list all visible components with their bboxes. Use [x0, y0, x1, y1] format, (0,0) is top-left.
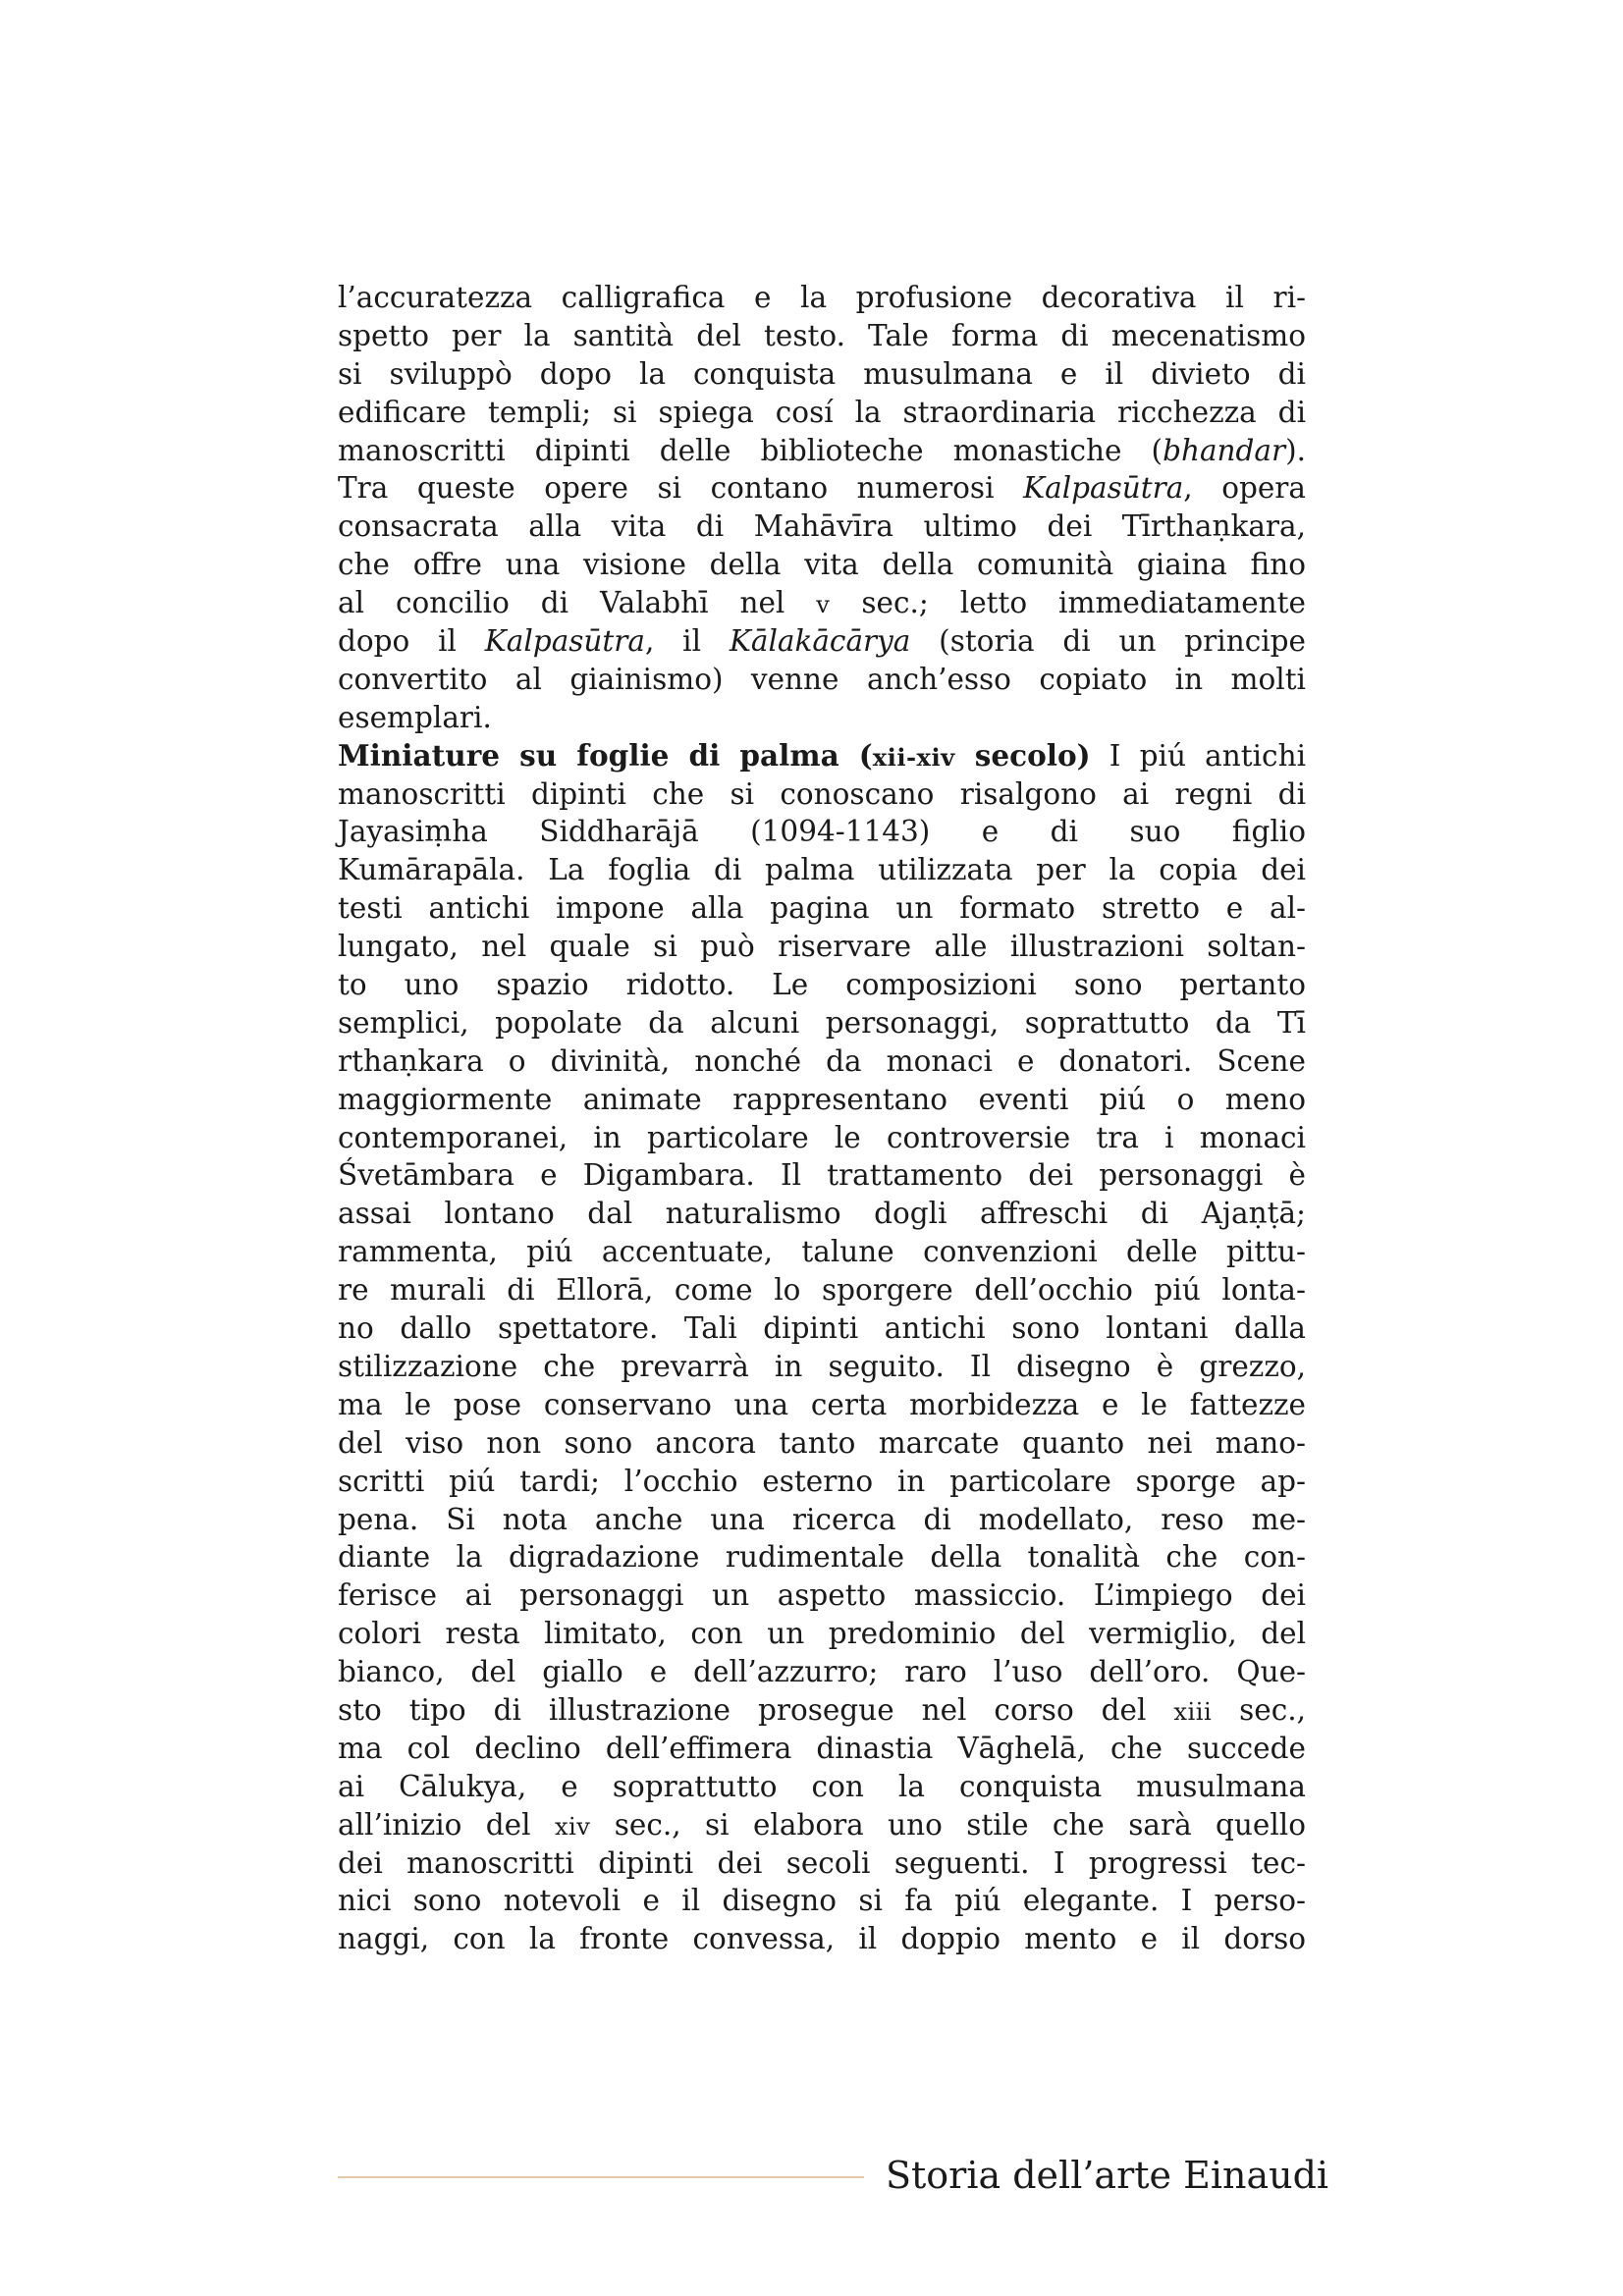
text-line: contemporanei, in particolare le controversie tra i monaci [338, 1120, 1306, 1154]
text-segment: sto tipo di illustrazione prosegue nel corso del [338, 1692, 1174, 1727]
small-caps-numeral: xiii [1173, 1697, 1213, 1726]
text-line: ma col declino dell’effimera dinastia Vāghelā, che succede [338, 1731, 1306, 1765]
text-line: semplici, popolate da alcuni personaggi, soprattutto da Tī [338, 1005, 1306, 1040]
text-line: convertito al giainismo) venne anch’esso copiato in molti [338, 662, 1306, 696]
text-line: no dallo spettatore. Tali dipinti antichi sono lontani dalla [338, 1311, 1306, 1346]
text-line: lungato, nel quale si può riservare alle illustrazioni soltan- [338, 930, 1306, 964]
text-segment: sec., [1212, 1692, 1306, 1727]
text-line: l’accuratezza calligrafica e la profusione decorativa il ri- [338, 281, 1306, 314]
italic-term: Kalpasūtra [1023, 471, 1184, 506]
text-line: Kumārapāla. La foglia di palma utilizzata per la copia dei [338, 853, 1306, 887]
text-line: consacrata alla vita di Mahāvīra ultimo dei Tīrthaṇkara, [338, 509, 1306, 544]
small-caps-numeral: xiv [554, 1812, 591, 1841]
text-line [338, 1691, 1306, 1730]
text-line [338, 469, 1306, 507]
text-segment: sec.; letto immediatamente [830, 586, 1306, 620]
text-segment: ). [1285, 433, 1306, 467]
italic-term: Kalpasūtra [484, 624, 645, 659]
body-text [338, 279, 1306, 1958]
footer-title: Storia dell’arte Einaudi [886, 2154, 1329, 2197]
text-line: nici sono notevoli e il disegno si fa piú elegante. I perso- [338, 1884, 1306, 1918]
text-line: ferisce ai personaggi un aspetto massiccio. L’impiego dei [338, 1578, 1306, 1613]
text-segment: all’inizio del [338, 1807, 555, 1842]
text-line: che offre una visione della vita della comunità giaina fino [338, 548, 1306, 582]
text-line: pena. Si nota anche una ricerca di modellato, reso me- [338, 1502, 1306, 1536]
text-line: stilizzazione che prevarrà in seguito. Il disegno è grezzo, [338, 1349, 1306, 1383]
text-line: rthaṇkara o divinità, nonché da monaci e donatori. Scene [338, 1043, 1306, 1078]
text-line: si sviluppò dopo la conquista musulmana e il divieto di [338, 356, 1306, 391]
text-line: ma le pose conservano una certa morbidezza e le fattezze [338, 1387, 1306, 1421]
heading-text: Miniature su foglie di palma ( [338, 737, 873, 773]
text-line: del viso non sono ancora tanto marcate quanto nei mano- [338, 1425, 1306, 1460]
italic-term: Kālakācārya [729, 624, 911, 659]
text-segment: (storia di un principe [910, 624, 1306, 659]
text-line: maggiormente animate rappresentano eventi piú o meno [338, 1082, 1306, 1116]
text-line: dei manoscritti dipinti dei secoli seguenti. I progressi tec- [338, 1845, 1306, 1880]
text-line: edificare templi; si spiega cosí la straordinaria ricchezza di [338, 395, 1306, 429]
text-line [338, 584, 1306, 622]
text-segment: Tra queste opere si contano numerosi [338, 471, 1024, 506]
text-line: spetto per la santità del testo. Tale forma di mecenatismo [338, 318, 1306, 352]
italic-term: bhandar [1163, 433, 1286, 467]
text-segment: , il [644, 624, 730, 659]
text-segment: , opera [1183, 471, 1307, 506]
text-line: esemplari. [338, 700, 492, 734]
text-segment: manoscritti dipinti delle biblioteche monastiche ( [338, 433, 1163, 467]
text-segment: dopo il [338, 624, 485, 659]
text-line: rammenta, piú accentuate, talune convenzioni delle pittu- [338, 1235, 1306, 1269]
section-heading [338, 738, 1091, 773]
text-segment: sec., si elabora uno stile che sarà quello [590, 1807, 1306, 1842]
text-line: to uno spazio ridotto. Le composizioni sono pertanto [338, 968, 1306, 1002]
text-line: naggi, con la fronte convessa, il doppio mento e il dorso [338, 1922, 1306, 1956]
text-segment: I piú antichi [1090, 738, 1306, 773]
small-caps-numeral: v [816, 591, 831, 619]
text-line: testi antichi impone alla pagina un formato stretto e al- [338, 891, 1306, 926]
text-line: ai Cālukya, e soprattutto con la conquista musulmana [338, 1769, 1306, 1803]
text-line: assai lontano dal naturalismo dogli affreschi di Ajaṇṭā; [338, 1197, 1306, 1231]
footer-rule [338, 2176, 864, 2178]
section-heading-line [338, 737, 1306, 775]
text-line [338, 432, 1306, 470]
heading-century: xii-xiv [872, 742, 955, 772]
text-line: colori resta limitato, con un predominio del vermiglio, del [338, 1617, 1306, 1651]
text-line: re murali di Ellorā, come lo sporgere dell’occhio piú lonta- [338, 1273, 1306, 1308]
text-line: diante la digradazione rudimentale della tonalità che con- [338, 1540, 1306, 1575]
text-line: scritti piú tardi; l’occhio esterno in particolare sporge ap- [338, 1464, 1306, 1498]
text-line: Jayasiṃha Siddharājā (1094-1143) e di suo figlio [338, 815, 1306, 849]
text-segment: al concilio di Valabhī nel [338, 586, 817, 620]
text-line: Śvetāmbara e Digambara. Il trattamento dei personaggi è [338, 1158, 1306, 1193]
heading-text: secolo) [954, 737, 1091, 773]
text-line: bianco, del giallo e dell’azzurro; raro l’uso dell’oro. Que- [338, 1655, 1306, 1689]
text-line [338, 622, 1306, 661]
text-line: manoscritti dipinti che si conoscano risalgono ai regni di [338, 776, 1306, 811]
text-line [338, 1806, 1306, 1844]
